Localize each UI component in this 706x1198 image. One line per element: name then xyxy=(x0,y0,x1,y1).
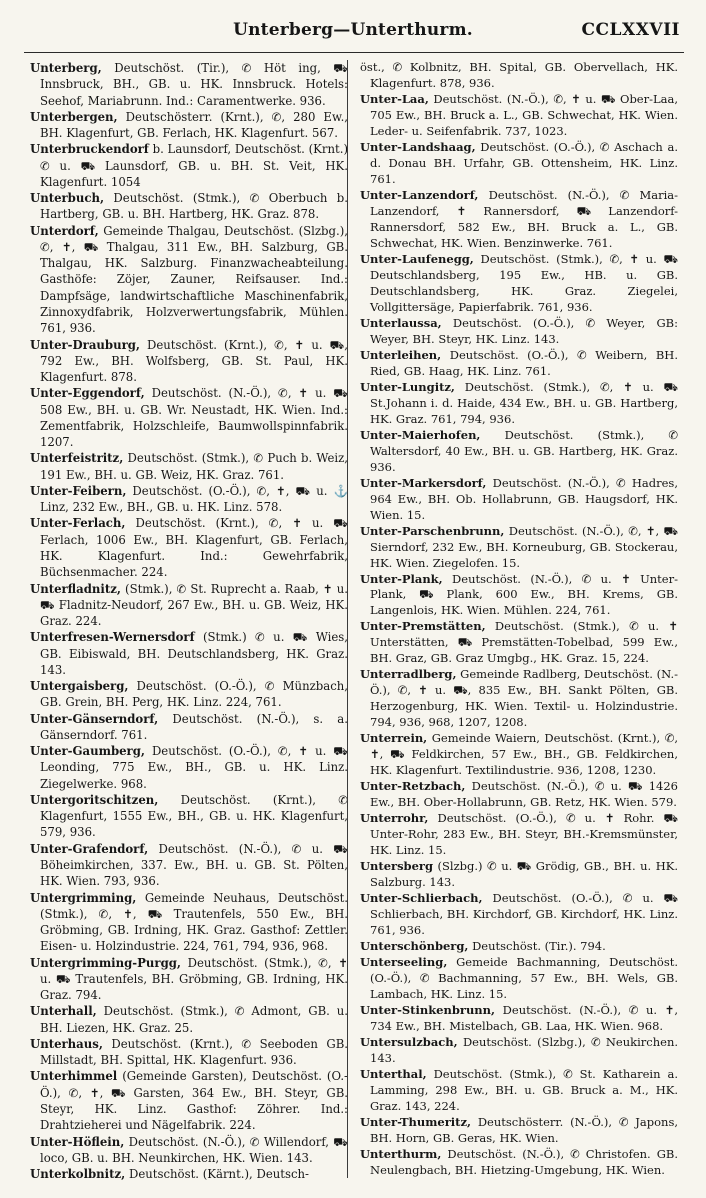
entry-heading: Unter-Premstätten, xyxy=(360,619,486,634)
entry-text: (Slzbg.) ✆ u. ⛟ Grödig, GB., BH. u. HK. Salzburg. 143. xyxy=(370,859,678,890)
entry-text: Deutschöst. (N.-Ö.), ✆, ✝ u. ⛟ 508 Ew., BH. u. GB. Wr. Neustadt, HK. Wien. Ind.: Zementfabrik, Holzschleife, Baumwollspinnfabrik. 1207. xyxy=(40,386,348,450)
entry-heading: Unterthurm, xyxy=(360,1146,442,1161)
entry xyxy=(30,711,348,744)
entry-text: Deutschöst. (N.-Ö.), ✆ u. ⛟ 1426 Ew., BH. Ober-Hollabrunn, GB. Retz, HK. Wien. 579. xyxy=(370,779,678,810)
entry-heading: Unter-Ferlach, xyxy=(30,516,126,531)
entry xyxy=(30,890,348,955)
entry-heading: Unterthal, xyxy=(360,1067,427,1082)
entry xyxy=(360,859,678,891)
entry-heading: Unterbuch, xyxy=(30,191,105,206)
entry-text: Deutschöst. (O.-Ö.), ✆ Münzbach, GB. Grein, BH. Perg, HK. Linz. 224, 761. xyxy=(40,679,349,710)
header-rule xyxy=(24,52,684,53)
entry-text: Deutschöst. (O.-Ö.), ✆ u. ⛟ Schlierbach, BH. Kirchdorf, GB. Kirchdorf, HK. Linz. 761, 936. xyxy=(370,891,679,938)
entry xyxy=(30,385,348,450)
entry-heading: Unter-Parschenbrunn, xyxy=(360,523,505,538)
entry-heading: Unter-Grafendorf, xyxy=(30,841,149,856)
entry-heading: Unter-Thumeritz, xyxy=(360,1114,471,1129)
entry-text: Deutschöst. (Krnt.), ✆, ✝ u. ⛟ Ferlach, 1006 Ew., BH. Klagenfurt, GB. Ferlach, HK. Klagenfurt. Ind.: Gewehrfabrik, Büchsenmacher. 224. xyxy=(40,516,348,580)
entry xyxy=(30,450,348,483)
entry-text: Deutschöst. (N.-Ö.), ✆ u. ✝, 734 Ew., BH. Mistelbach, GB. Laa, HK. Wien. 968. xyxy=(370,1003,678,1034)
entry-text: Deutschöst. (Krnt.), ✆ Klagenfurt, 1555 Ew., BH., GB. u. HK. Klagenfurt, 579, 936. xyxy=(40,792,349,840)
entry xyxy=(360,380,678,428)
entry xyxy=(30,743,348,792)
entry-heading: Unterbergen, xyxy=(30,109,118,124)
entry-heading: Unterhimmel xyxy=(30,1069,118,1084)
entry-heading: Unter-Lanzendorf, xyxy=(360,187,479,202)
entry-heading: Unterkolbnitz, xyxy=(30,1167,126,1182)
entry-text: Deutschöst. (O.-Ö.), ✆ u. ✝ Rohr. ⛟ Unter-Rohr, 283 Ew., BH. Steyr, BH.-Kremsmünster, HK. Linz. 15. xyxy=(370,811,679,858)
entry xyxy=(360,572,678,620)
entry-text: Deutschöst. (Stmk.), ✆ Admont, GB. u. BH. Liezen, HK. Graz. 25. xyxy=(40,1004,348,1035)
entry-heading: Unter-Plank, xyxy=(360,571,443,586)
entry xyxy=(30,60,348,109)
page-header xyxy=(0,14,706,44)
entry-text: (Gemeinde Garsten), Deutschöst. (O.-Ö.), ✆, ✝, ⛟ Garsten, 364 Ew., BH. Steyr, GB. Steyr, HK. Linz. Gasthof: Zöhrer. Ind.: Drahtzieherei und Nägelfabrik. 224. xyxy=(40,1069,349,1133)
entry xyxy=(360,1147,678,1179)
entry-heading: Unter-Laa, xyxy=(360,91,429,106)
entry xyxy=(360,1115,678,1147)
entry xyxy=(360,476,678,524)
entry-text: Deutschöst. (O.-Ö.), ✆ Aschach a. d. Donau BH. Urfahr, GB. Ottensheim, HK. Linz. 761. xyxy=(370,139,678,186)
entry xyxy=(30,841,348,890)
entry-heading: Unterrohr, xyxy=(360,811,429,826)
entry xyxy=(30,1134,348,1167)
entry xyxy=(360,348,678,380)
entry-heading: Unter-Gänserndorf, xyxy=(30,711,159,726)
entry xyxy=(30,515,348,580)
entry-text: Deutschöst. (Stmk.), ✆ St. Katharein a. Lamming, 298 Ew., BH. u. GB. Bruck a. M., HK. Graz. 143, 224. xyxy=(370,1067,678,1113)
entry-text: Deutschöst. (N.-Ö.), ✆ Hadres, 964 Ew., BH. Ob. Hollabrunn, GB. Haugsdorf, HK. Wien. 15. xyxy=(370,475,678,522)
entry-text: Deutschöst. (O.-Ö.), ✆ Weibern, BH. Ried, GB. Haag, HK. Linz. 761. xyxy=(370,347,678,378)
entry-text: Gemeinde Neuhaus, Deutschöst. (Stmk.), ✆, ✝, ⛟ Trautenfels, 550 Ew., BH. Gröbming, GB. Irdning, HK. Graz. Gasthof: Zettler. Eisen- u. Holzindustrie. 224, 761, 794, 936, 968. xyxy=(40,890,349,954)
entry xyxy=(360,667,678,731)
entry xyxy=(30,1003,348,1036)
entry-text: Deutschöst. (Stmk.), ✆ Puch b. Weiz, 191 Ew., BH. u. GB. Weiz, HK. Graz. 761. xyxy=(40,451,349,482)
entry-text: Deutschöst. (O.-Ö.), ✆, ✝, ⛟ u. ⚓ Linz, 232 Ew., BH., GB. u. HK. Linz. 578. xyxy=(40,483,349,515)
entry-text: Deutschöst. (N.-Ö.), ✆ Willendorf, ⛟ loco, GB. u. BH. Neunkirchen, HK. Wien. 143. xyxy=(40,1134,348,1165)
entry xyxy=(30,629,348,678)
entry-heading: Unter-Drauburg, xyxy=(30,337,140,352)
entry xyxy=(30,1068,348,1133)
entry xyxy=(360,316,678,348)
entry-heading: Unter-Schlierbach, xyxy=(360,891,483,906)
entry xyxy=(30,1166,348,1182)
entry-text: Deutschöst. (Stmk.), ✆, ✝ u. ⛟ Deutschlandsberg, 195 Ew., HB. u. GB. Deutschlandsberg, HK. Graz. Ziegelei, Vollgittersäge, Papierfabrik. 761, 936. xyxy=(370,251,679,314)
column-divider xyxy=(347,60,348,1178)
entry xyxy=(30,337,348,386)
entry xyxy=(30,792,348,841)
entry-heading: Untersberg xyxy=(360,859,434,874)
entry xyxy=(360,524,678,572)
entry xyxy=(360,891,678,939)
entry-heading: Unter-Maierhofen, xyxy=(360,427,481,442)
entry-text: Deutschöst. (N.-Ö.), s. a. Gänserndorf. 761. xyxy=(40,711,348,742)
entry xyxy=(360,428,678,476)
entry xyxy=(30,109,348,142)
entry-heading: Unterhall, xyxy=(30,1004,97,1019)
entry xyxy=(30,190,348,223)
entry-text: Deutschöst. (Stmk.), ✆, ✝ u. ⛟ St.Johann i. d. Haide, 434 Ew., BH. u. GB. Hartberg, HK. Graz. 761, 794, 936. xyxy=(370,379,678,426)
entry-heading: Unterberg, xyxy=(30,61,102,75)
page-number: CCLXXVII xyxy=(581,20,680,40)
entry-heading: Unter-Feibern, xyxy=(30,483,127,498)
entry-heading: Unter-Landshaag, xyxy=(360,139,476,154)
entry-text: Deutschöst. (Stmk.), ✆, ✝ u. ⛟ Trautenfels, BH. Gröbming, GB. Irdning, HK. Graz. 794. xyxy=(40,955,348,1003)
left-column xyxy=(30,60,348,1182)
entry xyxy=(360,140,678,188)
entry-heading: Unter-Gaumberg, xyxy=(30,744,145,759)
entry-text: Deutschöst. (Tir.), ✆ Höt ing, ⛟ Innsbruck, BH., GB. u. HK. Innsbruck. Hotels: Seehof, Mariabrunn. Ind.: Caramentwerke. 936. xyxy=(40,61,348,108)
entry-heading: Unterschönberg, xyxy=(360,939,469,954)
entry xyxy=(30,678,348,711)
entry-heading: Unterlaussa, xyxy=(360,315,442,330)
entry-text: Gemeide Bachmanning, Deutschöst. (O.-Ö.), ✆ Bachmanning, 57 Ew., BH. Wels, GB. Lambach, HK. Linz. 15. xyxy=(370,955,678,1002)
entry-heading: Untergrimming-Purgg, xyxy=(30,955,182,970)
entry xyxy=(360,60,678,92)
entry xyxy=(360,939,678,955)
entry-heading: Unterdorf, xyxy=(30,223,99,238)
entry-text: Deutschöst. (Krnt.), ✆ Seeboden GB. Millstadt, BH. Spittal, HK. Klagenfurt. 936. xyxy=(40,1036,348,1068)
entry-text: Gemeinde Thalgau, Deutschöst. (Slzbg.), ✆, ✝, ⛟ Thalgau, 311 Ew., BH. Salzburg, GB. Thalgau, HK. Salzburg. Finanzwacheabteilung. Gasthöfe: Zöjer, Zauner, Reifsauser. Ind.: Dampfsäge, landwirtschaftliche Maschinenfabrik, Zinnoxydfabrik, Holzverwertungsfabrik, Mühlen. 761, 936. xyxy=(40,223,349,336)
entry xyxy=(360,811,678,859)
entry-heading: Unter-Lungitz, xyxy=(360,379,455,394)
right-column xyxy=(360,60,678,1179)
entry xyxy=(360,1035,678,1067)
entry-text: Deutschöst. (O.-Ö.), ✆, ✝ u. ⛟ Leonding, 775 Ew., BH., GB. u. HK. Linz. Ziegelwerke. 968. xyxy=(40,744,349,791)
entry-heading: Unterrein, xyxy=(360,731,428,746)
entry-text: Deutschöst. (Krnt.), ✆, ✝ u. ⛟, 792 Ew., BH. Wolfsberg, GB. St. Paul, HK. Klagenfurt. 878. xyxy=(40,337,348,385)
entry-text: Deutschöst. (N.-Ö.), ✆ Christofen. GB. Neulengbach, BH. Hietzing-Umgebung, HK. Wien. xyxy=(370,1146,678,1177)
entry xyxy=(360,252,678,316)
entry-heading: Unterfladnitz, xyxy=(30,581,121,596)
entry-heading: Untergrimming, xyxy=(30,890,137,905)
entry-text: Deutschöst. (O.-Ö.), ✆ Weyer, GB: Weyer, BH. Steyr, HK. Linz. 143. xyxy=(370,315,679,346)
entry-heading: Unterhaus, xyxy=(30,1036,103,1051)
entry xyxy=(360,1067,678,1115)
entry xyxy=(30,581,348,630)
entry-text: Deutschösterr. (Krnt.), ✆, 280 Ew., BH. Klagenfurt, GB. Ferlach, HK. Klagenfurt. 567. xyxy=(40,109,348,141)
entry-heading: Unter-Höflein, xyxy=(30,1134,125,1149)
entry-text: Deutschöst. (N.-Ö.), ✆, ✝ u. ⛟ Ober-Laa, 705 Ew., BH. Bruck a. L., GB. Schwechat, HK. Wien. Leder- u. Seifenfabrik. 737, 1023. xyxy=(370,91,678,138)
entry-text: b. Launsdorf, Deutschöst. (Krnt.) ✆ u. ⛟ Launsdorf, GB. u. BH. St. Veit, HK. Klagenfurt. 1054 xyxy=(40,142,349,189)
entry-heading: Unterbruckendorf xyxy=(30,142,149,157)
entry-heading: Unterseeling, xyxy=(360,955,448,970)
entry xyxy=(360,619,678,667)
entry xyxy=(30,223,348,337)
entry-heading: Unterfeistritz, xyxy=(30,451,124,466)
entry-heading: Untergaisberg, xyxy=(30,679,129,694)
entry-text: Deutschöst. (N.-Ö.), ✆ Maria-Lanzendorf, ✝ Rannersdorf, ⛟ Lanzendorf-Rannersdorf, 582 Ew., BH. Bruck a. L., GB. Schwechat, HK. Wien. Benzinwerke. 761. xyxy=(370,187,678,250)
entry-text: Deutschöst. (N.-Ö.), ✆ u. ✝ Unter-Plank, ⛟ Plank, 600 Ew., BH. Krems, GB. Langenlois, HK. Wien. Mühlen. 224, 761. xyxy=(370,571,678,618)
entry-heading: Unter-Markersdorf, xyxy=(360,475,487,490)
entry-text: Deutschöst. (Stmk.), ✆ u. ✝ Unterstätten, ⛟ Premstätten-Tobelbad, 599 Ew., BH. Graz, GB. Graz Umgbg., HK. Graz. 15, 224. xyxy=(370,619,678,666)
entry-text: (Stmk.) ✆ u. ⛟ Wies, GB. Eibiswald, BH. Deutschlandsberg, HK. Graz. 143. xyxy=(40,630,348,677)
entry-heading: Untergoritschitzen, xyxy=(30,792,159,807)
entry xyxy=(360,1003,678,1035)
entry-heading: Unter-Retzbach, xyxy=(360,779,466,794)
entry-text: Deutschöst. (Kärnt.), Deutsch- xyxy=(128,1167,310,1182)
entry xyxy=(30,141,348,190)
entry-text: Deutschöst. (Tir.). 794. xyxy=(472,939,606,954)
entry-heading: Unterleihen, xyxy=(360,347,442,362)
entry-text: Gemeinde Radlberg, Deutschöst. (N.-Ö.), ✆, ✝ u. ⛟, 835 Ew., BH. Sankt Pölten, GB. Herzogenburg, HK. Wien. Textil- u. Holzindustrie. 794, 936, 968, 1207, 1208. xyxy=(370,667,678,730)
entry-heading: Unter-Stinkenbrunn, xyxy=(360,1003,496,1018)
entry-text: Deutschöst. (N.-Ö.), ✆ u. ⛟ Böheimkirchen, 337. Ew., BH. u. GB. St. Pölten, HK. Wien. 793, 936. xyxy=(40,841,348,889)
entry xyxy=(30,955,348,1004)
entry-text: Deutschöst. (Stmk.), ✆ Oberbuch b. Hartberg, GB. u. BH. Hartberg, HK. Graz. 878. xyxy=(40,191,348,222)
entry-text: (Stmk.), ✆ St. Ruprecht a. Raab, ✝ u. ⛟ Fladnitz-Neudorf, 267 Ew., BH. u. GB. Weiz, HK. Graz. 224. xyxy=(40,581,349,629)
page-title: Unterberg—Unterthurm. xyxy=(233,20,473,40)
entry-heading: Unter-Laufenegg, xyxy=(360,251,474,266)
entry-text: Gemeinde Waiern, Deutschöst. (Krnt.), ✆, ✝, ⛟ Feldkirchen, 57 Ew., BH., GB. Feldkirchen, HK. Klagenfurt. Textilindustrie. 936, 1208, 1230. xyxy=(370,731,678,778)
entry-heading: Unter-Eggendorf, xyxy=(30,386,145,401)
entry xyxy=(360,779,678,811)
entry-text: Deutschöst. (N.-Ö.), ✆, ✝, ⛟ Sierndorf, 232 Ew., BH. Korneuburg, GB. Stockerau, HK. Wien. Ziegelofen. 15. xyxy=(370,523,679,570)
entry-heading: Untersulzbach, xyxy=(360,1035,458,1050)
entry-heading: Unterradlberg, xyxy=(360,667,457,682)
entry-text: Deutschöst. (Stmk.), ✆ Waltersdorf, 40 Ew., BH. u. GB. Hartberg, HK. Graz. 936. xyxy=(370,427,678,474)
entry xyxy=(360,92,678,140)
entry xyxy=(360,731,678,779)
entry-text: öst., ✆ Kolbnitz, BH. Spital, GB. Obervellach, HK. Klagenfurt. 878, 936. xyxy=(360,60,678,90)
entry xyxy=(30,483,348,516)
entry xyxy=(360,188,678,252)
entry xyxy=(30,1036,348,1069)
entry-text: Deutschöst. (Slzbg.), ✆ Neukirchen. 143. xyxy=(370,1035,679,1066)
entry-heading: Unterfresen-Wernersdorf xyxy=(30,630,195,645)
entry xyxy=(360,955,678,1003)
entry-text: Deutschösterr. (N.-Ö.), ✆ Japons, BH. Horn, GB. Geras, HK. Wien. xyxy=(370,1114,678,1145)
